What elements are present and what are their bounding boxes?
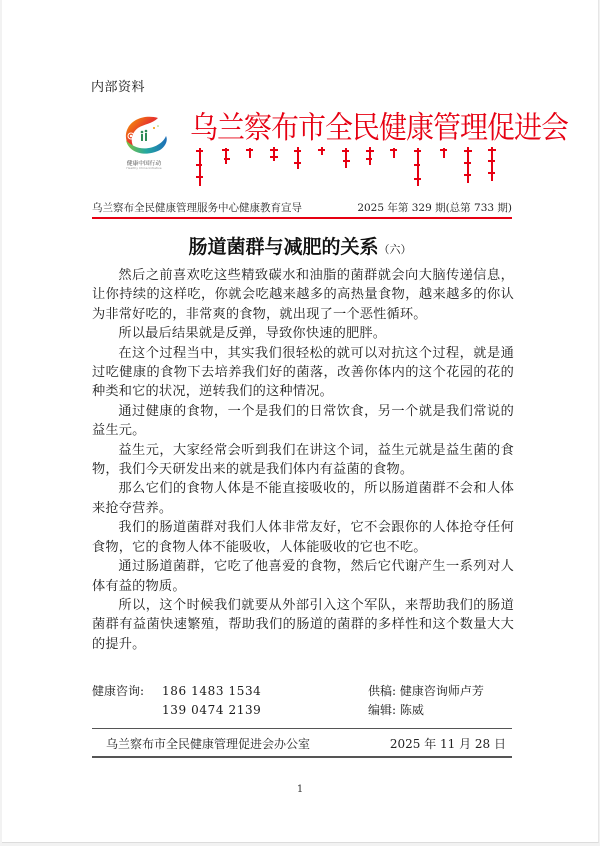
paragraph: 通过健康的食物，一个是我们的日常饮食，另一个就是我们常说的益生元。 xyxy=(92,403,514,439)
contributor-name: 健康咨询师卢芳 xyxy=(399,684,484,698)
footer-office: 乌兰察布市全民健康管理促进会办公室 xyxy=(106,737,311,751)
editor-label: 编辑: xyxy=(368,703,397,717)
footer xyxy=(106,735,506,752)
mongolian-script-title xyxy=(192,146,504,186)
paragraph: 所以，这个时候我们就要从外部引入这个军队，来帮助我们的肠道菌群有益菌快速繁殖，帮助我们的肠道的菌群的多样性和这个数量大大的提升。 xyxy=(92,597,514,652)
paragraph: 所以最后结果就是反弹，导致你快速的肥胖。 xyxy=(118,326,387,342)
red-divider xyxy=(92,217,512,219)
health-consult-contact xyxy=(92,682,352,720)
healthy-china-logo xyxy=(114,112,174,174)
footer-divider-top xyxy=(92,728,512,729)
healthy-china-logo-icon xyxy=(114,112,174,158)
issue-number: 2025 年第 329 期(总第 733 期) xyxy=(357,202,512,214)
paragraph: 我们的肠道菌群对我们人体非常友好，它不会跟你的人体抢夺任何食物，它的食物人体不能吸收，人体能吸收的它也不吃。 xyxy=(92,520,514,555)
article-title-suffix: （六） xyxy=(378,243,412,256)
paragraph: 在这个过程当中，其实我们很轻松的就可以对抗这个过程，就是通过吃健康的食物下去培养我们好的菌落，改善你体内的这个花园的花的种类和它的状况，逆转我们的这种情况。 xyxy=(92,345,514,400)
paragraph: 益生元，大家经常会听到我们在讲这个词，益生元就是益生菌的食物，我们今天研发出来的就是我们体内有益菌的食物。 xyxy=(92,442,514,478)
article-body xyxy=(92,266,514,654)
footer-divider-bottom xyxy=(92,756,512,758)
consult-label: 健康咨询: xyxy=(92,684,145,698)
contributor-label: 供稿: xyxy=(368,684,397,698)
consult-phone-1: 186 1483 1534 xyxy=(162,684,262,698)
article-title-text: 肠道菌群与减肥的关系 xyxy=(188,236,379,258)
issue-header xyxy=(92,200,512,215)
paragraph: 那么它们的食物人体是不能直接吸收的，所以肠道菌群不会和人体来抢夺营养。 xyxy=(92,481,514,516)
paragraph: 通过肠道菌群，它吃了他喜爱的食物，然后它代谢产生一系列对人体有益的物质。 xyxy=(92,559,514,594)
article-title xyxy=(2,232,598,259)
document-page xyxy=(2,0,599,843)
credits xyxy=(368,682,518,720)
editor-name: 陈威 xyxy=(399,703,424,717)
paragraph: 然后之前喜欢吃这些精致碳水和油脂的菌群就会向大脑传递信息，让你持续的这样吃，你就会吃越来越多的高热量食物，越来越多的你认为非常好吃的，非常爽的食物，就出现了一个恶性循环。 xyxy=(92,268,514,322)
logo-caption: 健康中国行动 xyxy=(126,160,162,167)
logo-subtitle: Healthy China Initiative xyxy=(126,166,162,170)
footer-date: 2025 年 11 月 28 日 xyxy=(389,737,506,751)
page-number: 1 xyxy=(296,784,304,795)
classification-label: 内部资料 xyxy=(91,80,146,95)
consult-phone-2: 139 0474 2139 xyxy=(162,703,262,717)
issuer-text: 乌兰察布全民健康管理服务中心健康教育宣导 xyxy=(92,202,302,214)
organization-title: 乌兰察布市全民健康管理促进会 xyxy=(190,109,569,146)
